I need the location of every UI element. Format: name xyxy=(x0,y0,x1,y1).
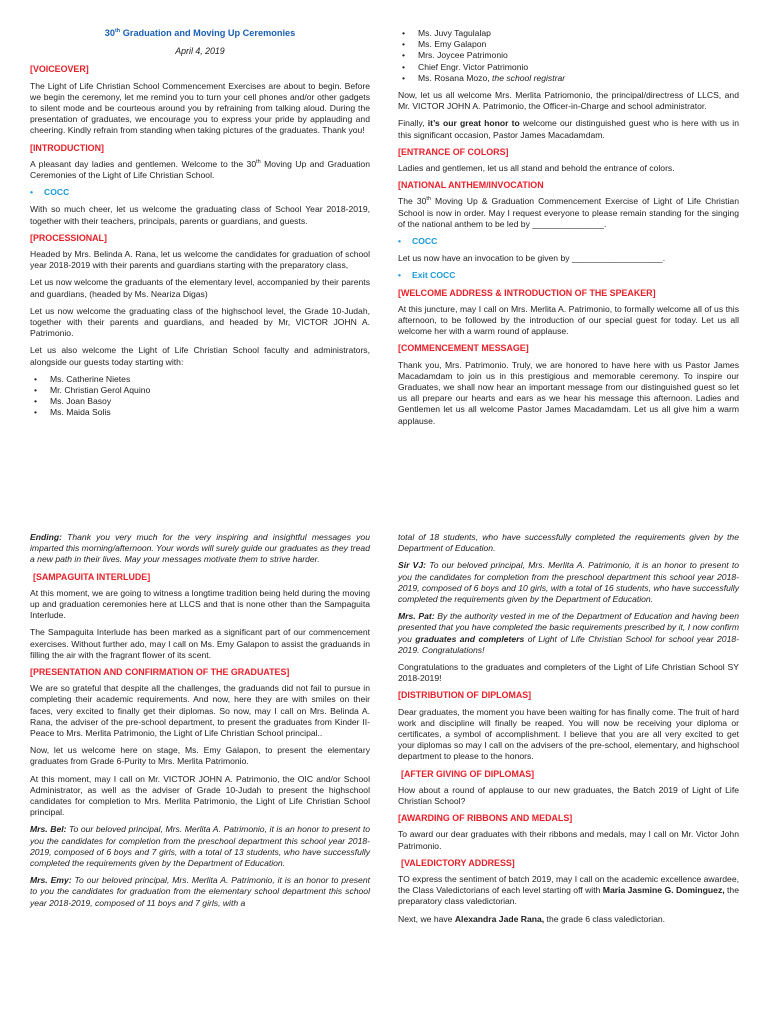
sampaguita-heading: [SAMPAGUITA INTERLUDE] xyxy=(33,571,151,582)
cheer-text: With so much cheer, let us welcome the graduating class of School Year 2018-2019, together with their teachers, principals, parents or guardians, and guests. xyxy=(30,204,370,226)
voiceover-text: The Light of Life Christian School Commencement Exercises are about to begin. Before we begin the ceremony, let me remind you to turn your cell phones and/or other gadgets to silent mode and be courteous around you by refraining from talking aloud. During the presentation of graduates, we encourage you to express your pride by applauding and cheering. Kindly refrain from standing when taking pictures of the graduates. Thank you! xyxy=(30,80,370,136)
commencement-heading: [COMMENCEMENT MESSAGE] xyxy=(398,343,529,354)
processional-text-1: Headed by Mrs. Belinda A. Rana, let us welcome the candidates for graduation of school year 2018-2019 with their parents and guardians starting with the preparatory class, xyxy=(30,249,370,271)
page2-right-column xyxy=(398,532,739,931)
sampaguita-text-1: At this moment, we are going to witness a longtime tradition being held during the moving up and graduation ceremonies here at LLCS and that is none other than the Sampaguita Interlude. xyxy=(30,587,370,621)
anthem-heading: [NATIONAL ANTHEM/INVOCATION xyxy=(398,180,544,191)
valedictory-heading: [VALEDICTORY ADDRESS] xyxy=(401,857,515,868)
entrance-of-colors-heading: [ENTRANCE OF COLORS] xyxy=(398,146,509,157)
list-item: • Ms. Maida Solis xyxy=(30,407,370,418)
awarding-text: To award our dear graduates with their ribbons and medals, may I call on Mr. Victor John Patrimonio. xyxy=(398,829,739,851)
presentation-heading: [PRESENTATION AND CONFIRMATION OF THE GRADUATES] xyxy=(30,667,290,678)
list-item: • Chief Engr. Victor Patrimonio xyxy=(398,62,739,73)
ending-text: Ending: Thank you very much for the very inspiring and insightful messages you imparted this morning/afternoon. Your words will surely guide our graduates as they tread a new path in their lives. May your messages motivate them to strive harder. xyxy=(30,532,370,565)
list-item: • Ms. Emy Galapon xyxy=(398,39,739,50)
processional-text-3: Let us now welcome the graduating class of the highschool level, the Grade 10-Judah, together with their parents and guardians, and headed by Mr, VICTOR JOHN A. Patrimonio. xyxy=(30,305,370,339)
processional-text-4: Let us also welcome the Light of Life Christian School faculty and administrators, alongside our guests today starting with: xyxy=(30,345,370,367)
list-item: • Ms. Rosana Mozo, the school registrar xyxy=(398,73,739,84)
emy-continued-text: total of 18 students, who have successfully completed the requirements given by the Department of Education. xyxy=(398,532,739,554)
list-item: • Ms. Catherine Nietes xyxy=(30,374,370,385)
mrs-bel-text: Mrs. Bel: To our beloved principal, Mrs. Merlita A. Patrimonio, it is an honor to present to you the candidates for completion from the preschool department this school year 2018-2019, composed of 6 boys and 7 girls, with a total of 13 students, who have successfully completed the requirements given by the Department of Education. xyxy=(30,824,371,869)
page2-left-column xyxy=(30,532,370,915)
list-item: • Mr. Christian Gerol Aquino xyxy=(30,385,370,396)
page-title: 30th Graduation and Moving Up Ceremonies xyxy=(104,27,296,38)
cocc-bullet-2: • COCC xyxy=(398,236,739,247)
welcome-address-heading: [WELCOME ADDRESS & INTRODUCTION OF THE SPEAKER] xyxy=(398,287,656,298)
sampaguita-text-2: The Sampaguita Interlude has been marked as a significant part of our commencement exercises. Without further ado, may I call on Ms. Emy Galapon to assist the graduands in filling the air with the fragrant flower of its scent. xyxy=(30,627,370,660)
entrance-of-colors-text: Ladies and gentlemen, let us all stand and behold the entrance of colors. xyxy=(398,163,675,174)
mrs-emy-text: Mrs. Emy: To our beloved principal, Mrs. Merlita A. Patrimonio, it is an honor to present to you the candidates for graduation from the elementary school department this school year 2018-2019, composed of 11 boys and 7 girls, with a xyxy=(30,875,370,908)
page1-left-column xyxy=(30,28,370,425)
awarding-heading: [AWARDING OF RIBBONS AND MEDALS] xyxy=(398,813,573,824)
presentation-text-2: Now, let us welcome here on stage, Ms. Emy Galapon, to present the elementary graduates from Grade 6-Purity to Mrs. Merlita Patrimonio. xyxy=(30,745,370,767)
congrats-text: Congratulations to the graduates and completers of the Light of Life Christian School SY 2018-2019! xyxy=(398,662,739,684)
presentation-text-1: We are so grateful that despite all the challenges, the graduands did not fail to pursue in completing their academic requirements. And now, here they are with smiles on their faces, very excited to finally get their diplomas. So now, may I call on Mrs. Belinda A. Rana, the adviser of the pre-school department, to present the graduates from Kinder II-Peace to Mrs. Merlita Patrimonio, the Light of Life Christian School principal.. xyxy=(30,683,370,739)
list-item: • Ms. Joan Basoy xyxy=(30,396,370,407)
introduction-text: A pleasant day ladies and gentlemen. Welcome to the 30th Moving Up and Graduation Ceremonies of the Light of Life Christian School. xyxy=(30,158,370,181)
welcome-address-text: At this juncture, may I call on Mrs. Merlita A. Patrimonio, to formally welcome all of us this afternoon, to be followed by the introduction of our special guest for today. Let us all welcome her with a warm round of applause. xyxy=(398,303,739,337)
voiceover-heading: [VOICEOVER] xyxy=(30,64,89,75)
guest-list-left xyxy=(30,374,370,419)
list-item: • Mrs. Joycee Patrimonio xyxy=(398,50,739,61)
cocc-bullet: • COCC xyxy=(30,187,370,198)
next-valedictorian-text: Next, we have Alexandra Jade Rana, the grade 6 class valedictorian. xyxy=(398,913,666,924)
sir-vj-text: Sir VJ: To our beloved principal, Mrs. Merlita A. Patrimonio, it is an honor to present to you the candidates for completion from the preschool department this school year 2018-2019, composed of 6 boys and 10 girls, with a total of 16 students, who have successfully completed the requirements given by the Department of Education. xyxy=(398,560,739,605)
after-diplomas-text: How about a round of applause to our new graduates, the Batch 2019 of Light of Life Christian School? xyxy=(398,784,739,807)
list-item: • Ms. Juvy Tagulalap xyxy=(398,28,739,39)
distribution-text: Dear graduates, the moment you have been waiting for has finally come. The fruit of hard work and discipline will finally be reaped. You will now be receiving your diploma or certificates, a symbol of accomplishment. I believe that you are all very excited to get your diplomas so may I call on the advisers of the pre-school, elementary, and highschool department to please to the honors. xyxy=(398,706,739,762)
mrs-pat-text: Mrs. Pat: By the authority vested in me of the Department of Education and having been presented that you have completed the basic requirements prescribed by it, I now confirm you graduates and completers of Light of Life Christian School for school year 2018-2019. Congratulations! xyxy=(398,611,739,655)
processional-heading: [PROCESSIONAL] xyxy=(30,232,107,243)
exit-cocc-bullet: • Exit COCC xyxy=(398,270,739,281)
after-diplomas-heading: [AFTER GIVING OF DIPLOMAS] xyxy=(401,768,535,779)
anthem-text: The 30th Moving Up & Graduation Commencement Exercise of Light of Life Christian School is now in order. May I request everyone to please remain standing for the singing of the national anthem to be led by _______________. xyxy=(398,196,739,229)
presentation-text-3: At this moment, may I call on Mr. VICTOR JOHN A. Patrimonio, the OIC and/or School Administrator, as well as the adviser of Grade 10-Judah to present the highschool candidates for completion to Mrs. Merlita Patrimonio, the Light of Life Christian School principal. xyxy=(30,773,370,818)
welcome-principal-text: Now, let us all welcome Mrs. Merlita Patriomonio, the principal/directress of LLCS, and Mr. VICTOR JOHN A. Patrimonio, the Officer-in-Charge and school administrator. xyxy=(398,90,739,112)
processional-text-2: Let us now welcome the graduants of the elementary level, accompanied by their parents and guardians, (headed by Ms. Neariza Digas) xyxy=(30,277,370,299)
distribution-heading: [DISTRIBUTION OF DIPLOMAS] xyxy=(398,690,532,701)
commencement-text: Thank you, Mrs. Patrimonio. Truly, we are honored to have here with us Pastor James Macadamdam to join us in this prestigious and memorable ceremony. To inspire our Graduates, we shall now hear an important message from our distinguished guest so let us all prepare our hearts and ears as we hear his message this afternoon. Ladies and Gentlemen let us all welcome Pastor James Macadamdam. Let us all give him a warm applause. xyxy=(398,359,739,426)
valedictory-text: TO express the sentiment of batch 2019, may I call on the academic excellence awardee, the Class Valedictorians of each level starting off with Maria Jasmine G. Dominguez, the preparatory class valedictorian. xyxy=(398,874,739,907)
introduction-heading: [INTRODUCTION] xyxy=(30,142,104,153)
finally-text: Finally, it’s our great honor to welcome our distinguished guest who is here with us in this significant occasion, Pastor James Macadamdam. xyxy=(398,118,739,140)
invocation-text: Let us now have an invocation to be given by ___________________. xyxy=(398,253,666,264)
ceremony-date: April 4, 2019 xyxy=(175,46,225,57)
guest-list-right xyxy=(398,28,739,84)
page1-right-column xyxy=(398,28,739,433)
